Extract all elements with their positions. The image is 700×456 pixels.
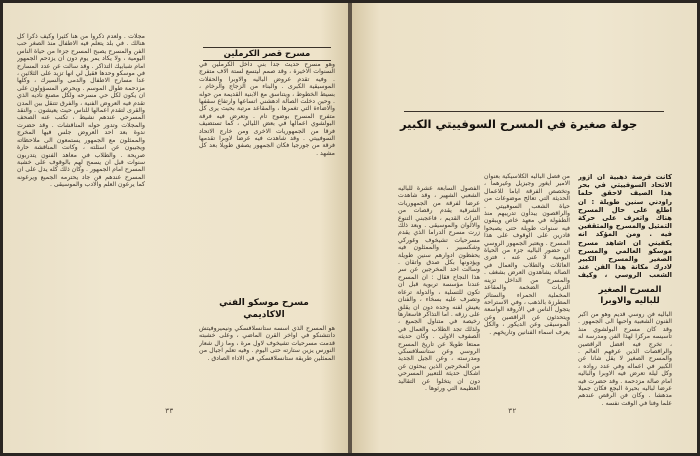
section-heading-art-theatre: مسرح موسكو الفني الاكاديمي (219, 298, 309, 320)
section-heading-small-theatre: المسرح الصغير للباليه والاوبرا (598, 285, 662, 306)
article-headline: جولة صغيرة في المسرح السوفييتي الكبير (400, 117, 638, 131)
intro-text: كانت فرصة ذهبية ان ازور الاتحاد السوفييتي في بحر هذا الصيف لاحقق حلما راودني سنين طويلة : ان اطلع على حال المسرح هناك واتعرف على حركة التمثيل والمسرح والمثقفين فيه . ومن المؤكد انه يكفيني ان اشاهد مسرح موسكو العالمي والمسرح الصغير والمسرح الكبير لادرك مكانة هذا الفن عند الشعب الروسي ، وكيف (578, 173, 672, 280)
page-number-left: ٣٣ (165, 407, 174, 415)
article-text: وهو مسرح حديث جدا بني داخل الكرملين في السنوات الاخيرة ، وقد صمم ليتسع لستة الاف متفرج . وفيه تقدم عروض الباليه والاوبرا والحفلات الموسيقية الكبرى . والبناء من الزجاج والرخام ، بسيط الخطوط ، ويتناسق مع الابنية القديمة من حوله . وحين دخلت الصالة ادهشني اتساعها وارتفاع سقفها والاضاءة التي تغمرها ، والمقاعد مرتبة بحيث يرى كل متفرج المسرح بوضوح تام . وتعرض فيه فرقة البولشوي اعمالها في بعض الليالي ، كما تستضيف فرقا من الجمهوريات الاخرى ومن خارج الاتحاد السوفييتي . وقد شاهدت فيه عرضا لاوبرا تقدمها فرقة من جورجيا فكان الجمهور يصفق طويلا بعد كل مشهد . (199, 61, 335, 157)
article-text: مجلات . ولعدم ذكروا من هنا كثيرا وكيف ذكرا كل هنالك . في بلد يتعلم فيه الاطفال منذ الصغر حب الفن والمسرح يصبح المسرح جزءا من حياة الناس اليومية ، ولا يكاد يمر يوم دون ان يزدحم الجمهور امام شبابيك التذاكر . وقد سالت عن عدد المسارح في موسكو وحدها فقيل لي انها تزيد على الثلاثين ، عدا مسارح الاطفال والدمى والسيرك ، وكلها مزدحمة طوال الموسم . ويحرص المسؤولون على ان يكون لكل حي مسرحه ولكل مصنع ناديه الذي تقدم فيه العروض الفنية ، والفرق تتنقل بين المدن والقرى لتقدم اعمالها للناس حيث يعيشون . والنقد المسرحي عندهم نشيط ، تكتب عنه الصحف والمجلات وتدور حوله المناقشات . وقد حضرت ندوة بعد احد العروض جلس فيها المخرج والممثلون مع الجمهور يستمعون الى ملاحظاته ويجيبون عن اسئلته ، وكانت المناقشة حارة صريحة . والطلاب في معاهد الفنون يتدربون سنوات قبل ان يسمح لهم بالوقوف على خشبة المسرح امام الجمهور . وكان ذلك كله يدل على ان المسرح عندهم فن جاد يحترمه الجميع ويرعونه كما يرعون العلم والادب والموسيقى . (17, 33, 145, 189)
article-text: هو المسرح الذي اسسه ستانسلافسكي ونيميروفيتش دانتشنكو في اواخر القرن الماضي ، وعلى خشبته قدمت مسرحيات تشيخوف لاول مرة ، وما زال شعار النورس يزين ستارته حتى اليوم . وفيه تعلم اجيال من الممثلين طريقة ستانسلافسكي في الاداء الصادق . (199, 325, 335, 362)
right-page (352, 3, 697, 453)
right-page-column-2 (484, 173, 570, 405)
article-text: الباليه فن روسي قديم وهو من اكبر الفنون الشعبية واحبها الى الجمهور . وقد كان مسرح البولشوي منذ تاسيسه مركزا لهذا الفن ومدرسة له ، تخرج فيه افضل الراقصين والراقصات الذين عرفهم العالم . والمسرح الصغير لا يقل شانا عن الكبير في اعماله وفي عدد رواده ، وكل ليلة تعرض فيه الاوبرا والباليه امام صالة مزدحمة . وقد حضرت فيه عرضا لباليه بحيرة البجع فكان جميلا مدهشا . وكان فن الرقص عندهم علما وفنا في الوقت نفسه . (578, 311, 672, 407)
left-page-column-inner-bottom (199, 325, 335, 401)
left-page-column-inner-top (199, 61, 335, 294)
left-page (3, 3, 348, 453)
magazine-spread (3, 3, 697, 453)
article-text: من فصل الباليه الكلاسيكية بعنوان الامير ايغور وجيزيل وغيرهما ، وتخصص الفرقة اياما للاعمال الحديثة التي تعالج موضوعات من حياة الشعب السوفييتي . والراقصون يبدأون تدريبهم منذ الطفولة في معهد خاص ويبقون فيه سنوات طويلة حتى يصبحوا قادرين على الوقوف على هذا المسرح . ويعتبر الجمهور الروسي ان حضور الباليه جزء من الحياة اليومية لا غنى عنه ، فترى العائلات والطلاب والعمال في الصالة يشاهدون العرض بشغف . والمسرح من الداخل تزينه الثريات الضخمة والمقاعد المخملية الحمراء والستائر المطرزة بالذهب ، وفي الاستراحة يتجول الناس في الاروقة الواسعة ويتحدثون عن الراقصين وعن الموسيقى وعن الديكور ، والكل يعرف اسماء الفنانين وتاريخهم . (484, 173, 570, 336)
left-page-column-outer (17, 33, 145, 403)
section-heading-kremlin: مسرح قصر الكرملين (203, 47, 331, 61)
article-intro (578, 173, 672, 281)
right-page-column-1 (578, 311, 672, 411)
page-number-right: ٣٢ (508, 407, 517, 415)
right-page-column-3 (398, 185, 480, 405)
headline-rule (404, 111, 664, 112)
article-text: الفصول السابعة عشرة للباليه الشعبي الشهير ، وقد شاهدت عرضا لفرقة من الجمهوريات الشرقية يقدم رقصات من التراث القديم ، فاعجبني التنوع والالوان والموسيقى . وبعد ذلك زرت مسرح الدراما الذي يقدم مسرحيات تشيخوف وغوركي وشكسبير ، والممثلون فيه يحفظون ادوارهم سنين طويلة ويؤدونها بكل صدق واتقان . وسالت احد المخرجين عن سر هذا النجاح فقال : ان المسرح عندنا مؤسسة تربوية قبل ان تكون للتسلية ، والدولة ترعاه وتصرف عليه بسخاء ، والفنان يعيش لفنه وحده دون ان يقلق على رزقه . اما التذاكر فاسعارها رخيصة في متناول الجميع ، ولذلك تجد الطلاب والعمال في الصفوف الاولى . وكان حديثه ممتعا طويلا عن تاريخ المسرح الروسي وعن ستانسلافسكي ومدرسته ، وعن الجيل الجديد من المخرجين الذين يبحثون عن اشكال حديثة للتعبير المسرحي دون ان يتخلوا عن التقاليد العظيمة التي ورثوها . (398, 185, 480, 392)
